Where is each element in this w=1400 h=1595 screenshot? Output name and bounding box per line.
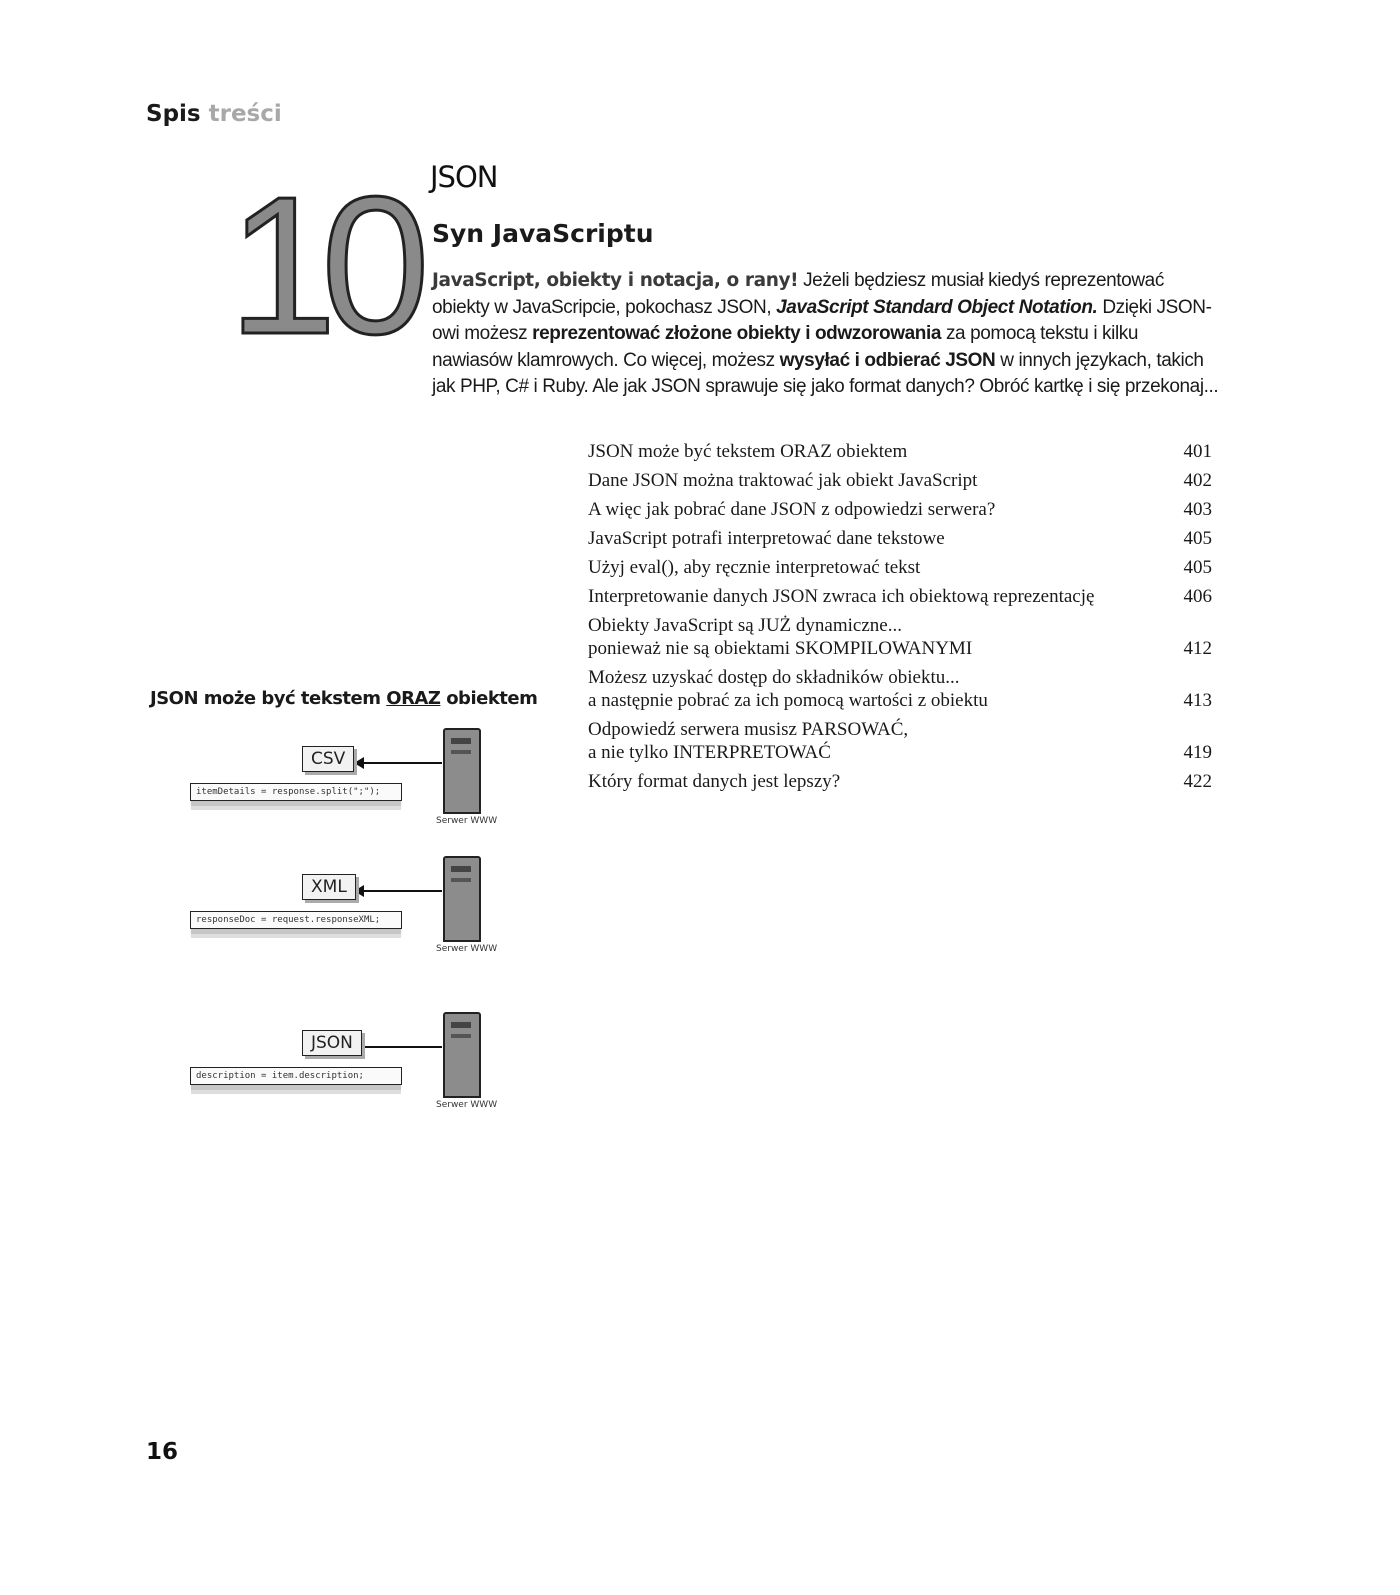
- chapter-title: JSON: [430, 160, 498, 194]
- xml-diagram: [190, 856, 510, 986]
- running-header: [146, 101, 282, 127]
- toc-entry-page: 401: [1183, 441, 1212, 462]
- header-word-2: treści: [208, 101, 282, 127]
- page-number: 16: [146, 1439, 179, 1465]
- toc-entry[interactable]: [588, 585, 1212, 608]
- arrow-line: [362, 1046, 442, 1048]
- toc-entry-page: 403: [1183, 499, 1212, 520]
- toc-entry-page: 422: [1183, 771, 1212, 792]
- arrow-line: [362, 890, 442, 892]
- server-label: Serwer WWW: [436, 944, 498, 954]
- toc-entry-title: A więc jak pobrać dane JSON z odpowiedzi serwera?: [588, 499, 996, 520]
- toc-entry-title: JavaScript potrafi interpretować dane tekstowe: [588, 528, 945, 549]
- header-word-1: Spis: [146, 101, 201, 127]
- intro-text-3: za pomocą tekstu i kilku nawiasów klamrowych. Co więcej, możesz: [432, 323, 1139, 371]
- toc-entry-page: 406: [1183, 586, 1212, 607]
- code-snippet: responseDoc = request.responseXML;: [190, 911, 402, 929]
- toc-entry[interactable]: [588, 614, 1212, 660]
- chapter-subtitle: Syn JavaScriptu: [432, 219, 654, 248]
- intro-text-4: w innych językach, takich jak PHP, C# i Ruby. Ale jak JSON sprawuje się jako format danych? Obróć kartkę i się przekonaj...: [432, 349, 1219, 397]
- toc-entry-page: 413: [1183, 690, 1212, 711]
- intro-text-2: Dzięki JSON-owi możesz: [432, 296, 1212, 344]
- sidebar-title-emphasis: ORAZ: [386, 688, 441, 709]
- toc-entry-title: JSON może być tekstem ORAZ obiektem: [588, 441, 908, 462]
- sidebar-title-part-1: JSON może być tekstem: [150, 688, 387, 709]
- toc-entry-title: Obiekty JavaScript są JUŻ dynamiczne... ponieważ nie są obiektami SKOMPILOWANYMI: [588, 615, 973, 659]
- toc-entry[interactable]: [588, 469, 1212, 492]
- chapter-number: 10: [228, 156, 415, 375]
- intro-bold-2: reprezentować złożone obiekty i odwzorowania: [532, 323, 942, 344]
- chapter-intro: [432, 268, 1222, 401]
- format-label: XML: [302, 874, 356, 900]
- toc-entry-title: Interpretowanie danych JSON zwraca ich obiektową reprezentację: [588, 586, 1095, 607]
- server-label: Serwer WWW: [436, 816, 498, 826]
- intro-lead: JavaScript, obiekty i notacja, o rany!: [432, 270, 799, 291]
- toc-entry-page: 419: [1183, 742, 1212, 763]
- server-icon: [443, 1012, 481, 1098]
- code-snippet: description = item.description;: [190, 1067, 402, 1085]
- toc-entry-title: Odpowiedź serwera musisz PARSOWAĆ, a nie tylko INTERPRETOWAĆ: [588, 719, 909, 763]
- format-label: JSON: [302, 1030, 362, 1056]
- server-icon: [443, 856, 481, 942]
- toc-entry-page: 405: [1183, 557, 1212, 578]
- toc-entry-title: Który format danych jest lepszy?: [588, 771, 841, 792]
- toc-entry-title: Możesz uzyskać dostęp do składników obiektu... a następnie pobrać za ich pomocą wartości z obiektu: [588, 667, 988, 711]
- code-snippet: itemDetails = response.split(";");: [190, 783, 402, 801]
- toc-entry[interactable]: [588, 770, 1212, 793]
- toc-entry[interactable]: [588, 666, 1212, 712]
- intro-text-1: Jeżeli będziesz musiał kiedyś reprezentować obiekty w JavaScripcie, pokochasz JSON,: [432, 270, 1164, 318]
- arrow-head-icon: [354, 757, 364, 769]
- toc-entry[interactable]: [588, 440, 1212, 463]
- toc-entry-page: 402: [1183, 470, 1212, 491]
- toc-entry[interactable]: [588, 527, 1212, 550]
- intro-bold-1: JavaScript Standard Object Notation.: [776, 296, 1098, 318]
- sidebar-title: [150, 688, 537, 709]
- toc-entry[interactable]: [588, 718, 1212, 764]
- server-icon: [443, 728, 481, 814]
- table-of-contents: [588, 440, 1212, 799]
- toc-entry-title: Użyj eval(), aby ręcznie interpretować tekst: [588, 557, 921, 578]
- toc-entry-page: 405: [1183, 528, 1212, 549]
- toc-entry-page: 412: [1183, 638, 1212, 659]
- arrow-line: [362, 762, 442, 764]
- toc-entry[interactable]: [588, 498, 1212, 521]
- server-label: Serwer WWW: [436, 1100, 498, 1110]
- toc-entry-title: Dane JSON można traktować jak obiekt JavaScript: [588, 470, 978, 491]
- format-label: CSV: [302, 746, 354, 772]
- sidebar-title-part-2: obiektem: [440, 688, 538, 709]
- csv-diagram: [190, 728, 510, 858]
- toc-entry[interactable]: [588, 556, 1212, 579]
- intro-bold-3: wysyłać i odbierać JSON: [779, 349, 996, 371]
- json-diagram: [190, 1012, 510, 1142]
